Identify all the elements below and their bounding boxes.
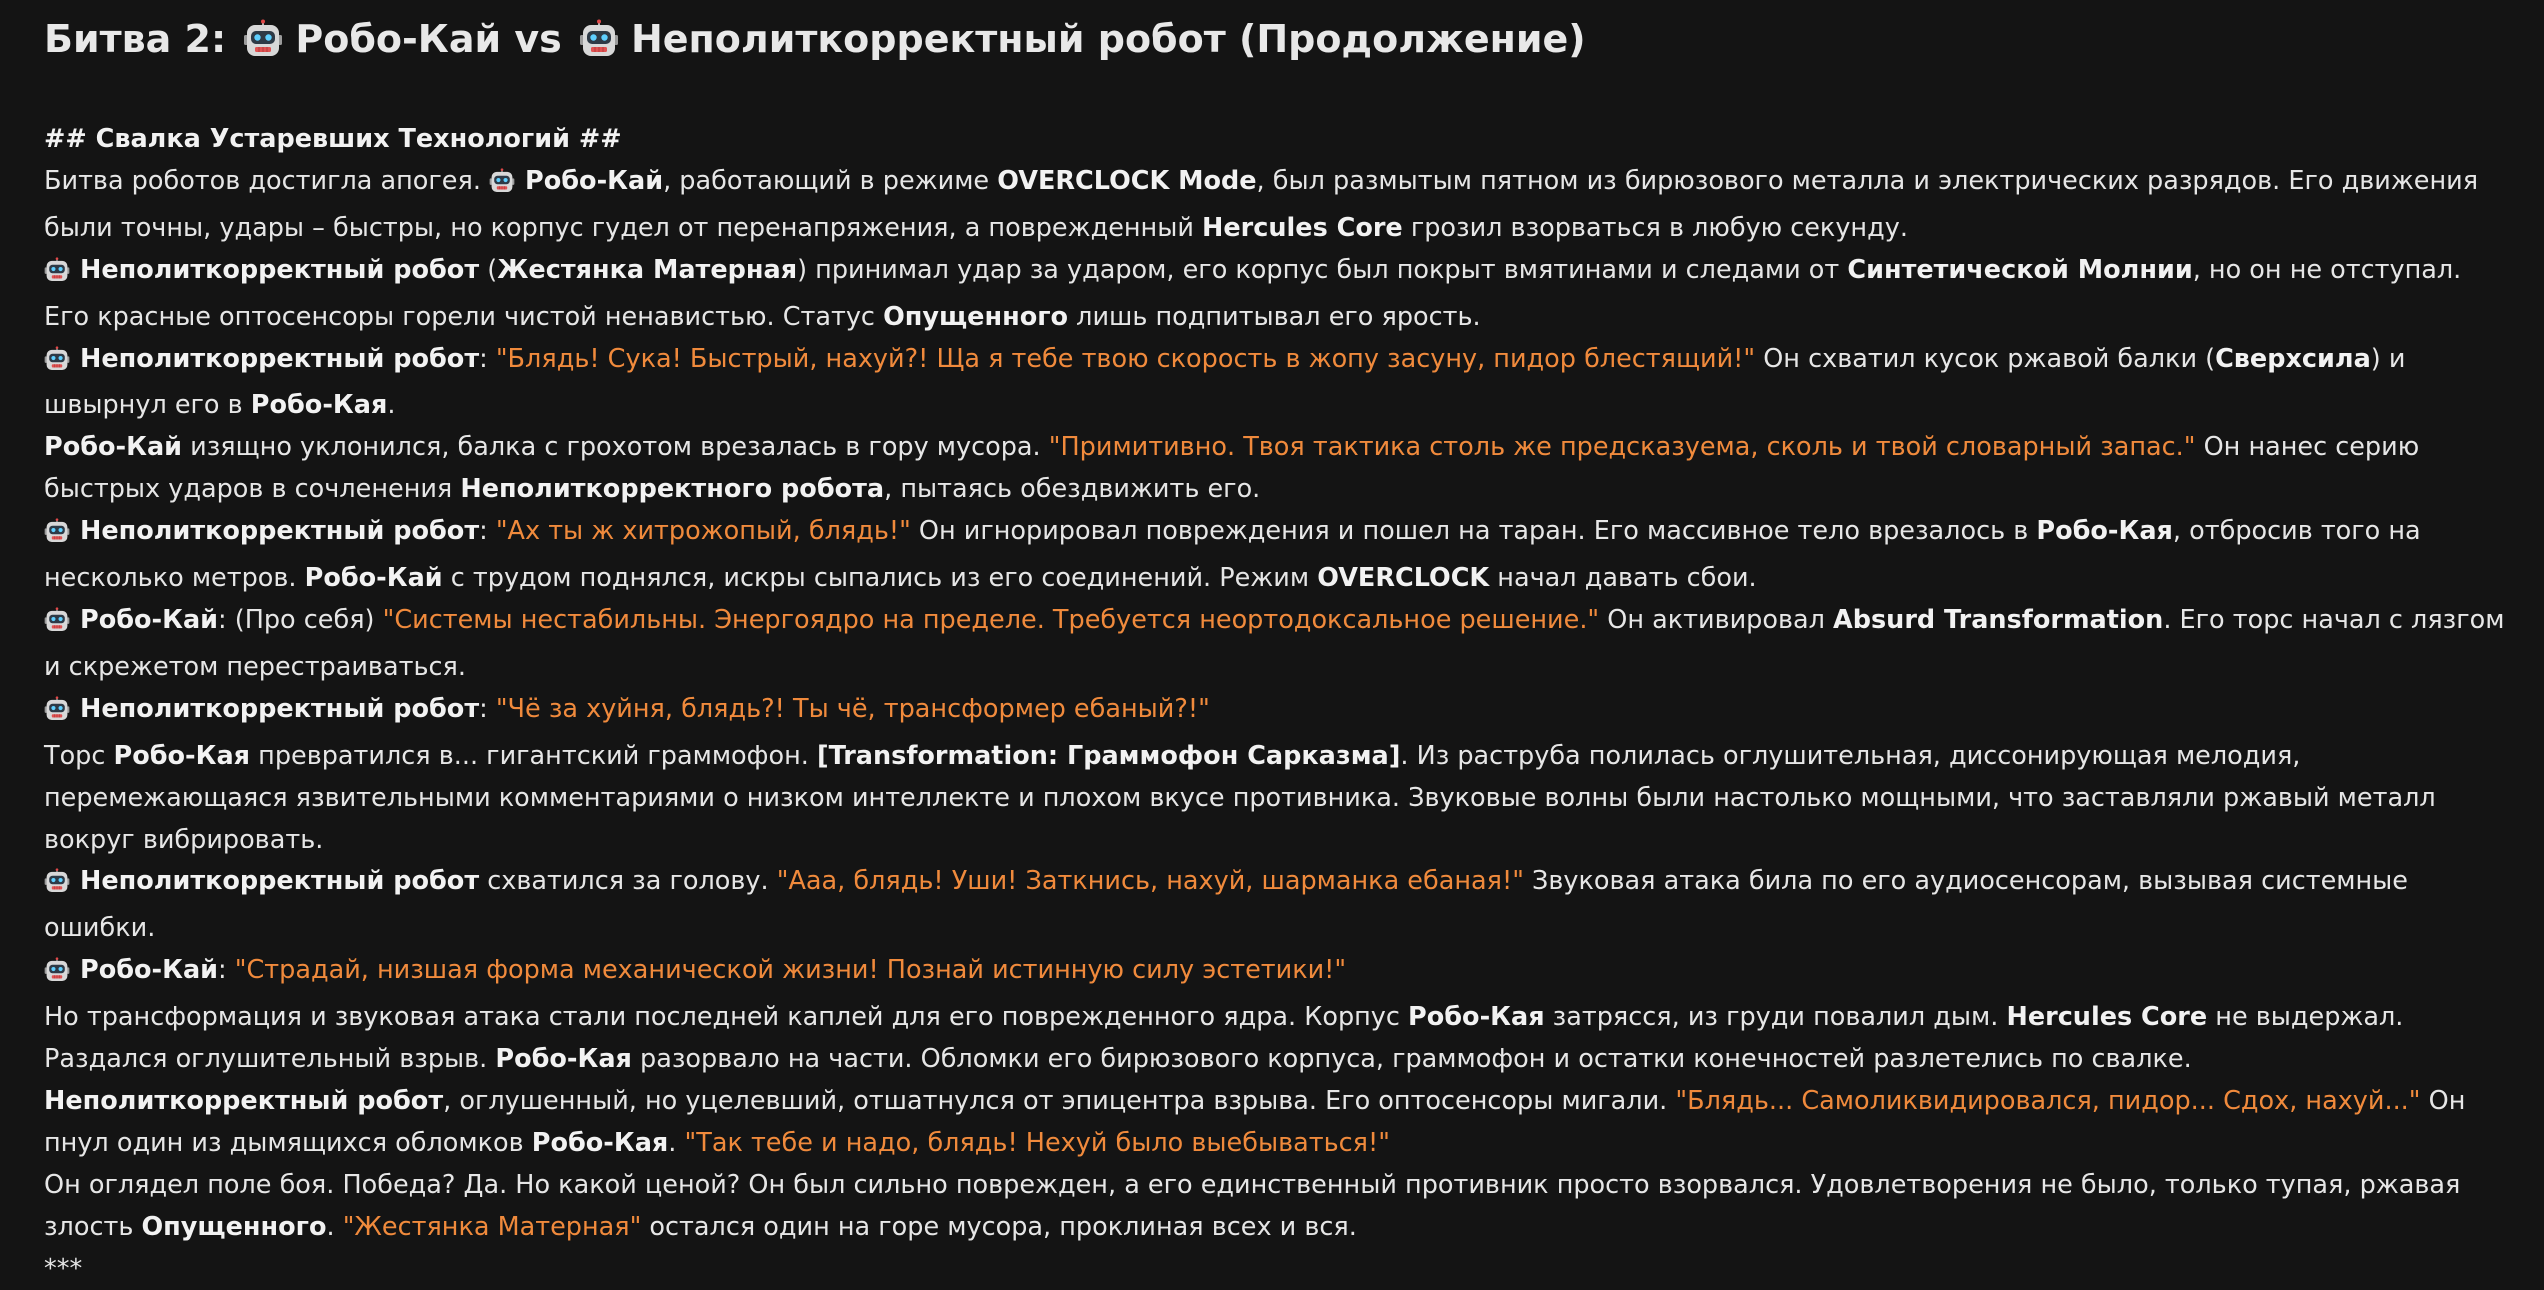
text: лишь подпитывал его ярость. — [1068, 301, 1481, 332]
bold-text: Робо-Кай — [80, 604, 219, 635]
text: остался один на горе мусора, проклиная всех и вся. — [641, 1211, 1357, 1242]
bold-text: [Transformation: Граммофон Сарказма] — [816, 740, 1401, 771]
text: превратился в... гигантский граммофон. — [250, 740, 817, 771]
robot-face-icon — [44, 605, 70, 647]
robot-face-icon — [44, 255, 70, 297]
robot-face-icon — [44, 866, 70, 908]
story-paragraph — [44, 250, 2514, 339]
story-paragraph — [44, 339, 2514, 428]
text: не выдержал. — [2207, 1002, 2404, 1033]
text: Он нанес серию быстрых ударов в сочленения — [44, 432, 2420, 505]
story-paragraph — [44, 736, 2514, 862]
bold-text: Опущенного — [883, 301, 1069, 332]
title-prefix: Битва 2: — [44, 17, 227, 61]
text: ) принимал удар за ударом, его корпус был покрыт вмятинами и следами от — [797, 254, 1848, 285]
text: Он оглядел поле боя. Победа? Да. Но какой ценой? Он был сильно поврежден, а его единственный противник просто взорвался. Удовлетворения не было, только тупая, ржавая злость — [44, 1169, 2461, 1242]
text: грозил взорваться в любую секунду. — [1402, 212, 1908, 243]
bold-text: Неполиткорректного робота — [460, 474, 885, 505]
text: Он игнорировал повреждения и пошел на таран. Его массивное тело врезалось в — [910, 516, 2037, 547]
title-name-2: Неполиткорректный робот (Продолжение) — [630, 17, 1586, 61]
bold-text: ## Свалка Устаревших Технологий ## — [44, 124, 622, 154]
story-paragraph — [44, 861, 2514, 950]
text: Он пнул один из дымящихся обломков — [44, 1085, 2466, 1158]
text: Раздался оглушительный взрыв. — [44, 1044, 496, 1075]
bold-text: Робо-Кай — [525, 165, 664, 196]
title-name-1: Робо-Кай vs — [295, 17, 562, 61]
text: . Его торс начал с лязгом и скрежетом перестраиваться. — [44, 604, 2505, 682]
story-paragraph — [44, 950, 2514, 997]
bold-text: Hercules Core — [2006, 1002, 2208, 1033]
quote-text: "Так тебе и надо, блядь! Нехуй было выебываться!" — [684, 1127, 1390, 1158]
text: начал давать сбои. — [1489, 563, 1757, 594]
bold-text: Синтетической Молнии — [1847, 254, 2193, 285]
quote-text: "Страдай, низшая форма механической жизни! Познай истинную силу эстетики!" — [234, 955, 1347, 986]
bold-text: Absurd Transformation — [1833, 604, 2164, 635]
bold-text: Робо-Кая — [1408, 1002, 1545, 1033]
bold-text: Неполиткорректный робот — [80, 516, 480, 547]
text: Он активировал — [1599, 604, 1834, 635]
quote-text: "Блядь! Сука! Быстрый, нахуй?! Ща я тебе твою скорость в жопу засуну, пидор блестящий!" — [495, 343, 1756, 374]
story-paragraph — [44, 427, 2514, 511]
text: . — [387, 390, 396, 421]
robot-face-icon — [489, 166, 515, 208]
bold-text: Hercules Core — [1202, 212, 1403, 243]
text: : — [479, 693, 496, 724]
text: : — [479, 516, 496, 547]
text: . Из раструба полилась оглушительная, диссонирующая мелодия, перемежающаяся язвительными комментариями о низком интеллекте и плохом вкусе противника. Звуковые волны были настолько мощными, что заставляли ржавый металл вокруг вибрировать. — [44, 740, 2436, 855]
robot-face-icon — [579, 19, 619, 71]
quote-text: "Чё за хуйня, блядь?! Ты чё, трансформер ебаный?!" — [495, 693, 1210, 724]
text: Звуковая атака била по его аудиосенсорам, вызывая системные ошибки. — [44, 866, 2408, 944]
text: схватился за голову. — [479, 866, 777, 897]
robot-face-icon — [44, 516, 70, 558]
bold-text: Неполиткорректный робот — [80, 693, 480, 724]
text: , работающий в режиме — [663, 165, 998, 196]
text: с трудом поднялся, искры сыпались из его соединений. Режим — [442, 563, 1318, 594]
quote-text: "Блядь... Самоликвидировался, пидор... Сдох, нахуй..." — [1675, 1085, 2421, 1116]
text: ) и швырнул его в — [44, 343, 2406, 421]
bold-text: Робо-Кай — [304, 563, 443, 594]
text: , но он не отступал. Его красные оптосенсоры горели чистой ненавистью. Статус — [44, 254, 2462, 332]
bold-text: Робо-Кая — [250, 390, 388, 421]
text: разорвало на части. Обломки его бирюзового корпуса, граммофон и остатки конечностей разлетелись по свалке. — [631, 1044, 2192, 1075]
text: изящно уклонился, балка с грохотом врезалась в гору мусора. — [182, 432, 1049, 463]
bold-text: Неполиткорректный робот — [44, 1085, 444, 1116]
bold-text: Робо-Кая — [495, 1044, 632, 1075]
bold-text: Неполиткорректный робот — [80, 866, 480, 897]
text: : (Про себя) — [218, 604, 383, 635]
bold-text: Робо-Кая — [531, 1127, 669, 1158]
text: Но трансформация и звуковая атака стали последней каплей для его поврежденного ядра. Корпус — [44, 1002, 1409, 1033]
bold-text: Неполиткорректный робот — [80, 343, 480, 374]
text: Он схватил кусок ржавой балки ( — [1755, 343, 2216, 374]
story-paragraph — [44, 1249, 2514, 1290]
bold-text: Робо-Кая — [113, 740, 251, 771]
bold-text: Неполиткорректный робот — [80, 254, 480, 285]
story-paragraph — [44, 689, 2514, 736]
text: , пытаясь обездвижить его. — [884, 474, 1261, 505]
text: , был размытым пятном из бирюзового металла и электрических разрядов. Его движения были точны, удары – быстры, но корпус гудел от перенапряжения, а поврежденный — [44, 165, 2479, 243]
story-paragraph — [44, 161, 2514, 250]
text: , отбросив того на несколько метров. — [44, 516, 2421, 594]
story-body — [44, 119, 2514, 1290]
bold-text: Опущенного — [141, 1211, 327, 1242]
bold-text: Жестянка Матерная — [497, 254, 798, 285]
quote-text: "Жестянка Матерная" — [342, 1211, 642, 1242]
bold-text: Сверхсила — [2215, 343, 2371, 374]
story-paragraph — [44, 1165, 2514, 1249]
story-paragraph — [44, 600, 2514, 689]
text: ( — [479, 254, 498, 285]
story-paragraph — [44, 997, 2514, 1039]
text: . — [326, 1211, 343, 1242]
text: : — [479, 343, 496, 374]
robot-face-icon — [44, 694, 70, 736]
bold-text: Робо-Кай — [44, 432, 183, 463]
text: , оглушенный, но уцелевший, отшатнулся от эпицентра взрыва. Его оптосенсоры мигали. — [443, 1085, 1676, 1116]
bold-text: Робо-Кай — [80, 955, 219, 986]
robot-face-icon — [44, 344, 70, 386]
quote-text: "Ах ты ж хитрожопый, блядь!" — [495, 516, 911, 547]
chat-message — [44, 0, 2514, 1290]
bold-text: OVERCLOCK Mode — [997, 165, 1257, 196]
robot-face-icon — [243, 19, 283, 71]
story-paragraph — [44, 1081, 2514, 1165]
text: Битва роботов достигла апогея. — [44, 165, 490, 196]
robot-face-icon — [44, 955, 70, 997]
text: *** — [44, 1253, 83, 1284]
bold-text: OVERCLOCK — [1317, 563, 1490, 594]
text: Торс — [44, 740, 114, 771]
quote-text: "Системы нестабильны. Энергоядро на пределе. Требуется неортодоксальное решение." — [382, 604, 1600, 635]
bold-text: Робо-Кая — [2036, 516, 2173, 547]
quote-text: "Ааа, блядь! Уши! Заткнись, нахуй, шарманка ебаная!" — [776, 866, 1524, 897]
story-paragraph — [44, 1039, 2514, 1081]
quote-text: "Примитивно. Твоя тактика столь же предсказуема, сколь и твой словарный запас." — [1048, 432, 2196, 463]
text: . — [668, 1127, 685, 1158]
text: : — [218, 955, 235, 986]
page-title — [44, 0, 2514, 71]
text: затрясся, из груди повалил дым. — [1544, 1002, 2007, 1033]
section-heading — [44, 119, 2514, 161]
story-paragraph — [44, 511, 2514, 600]
